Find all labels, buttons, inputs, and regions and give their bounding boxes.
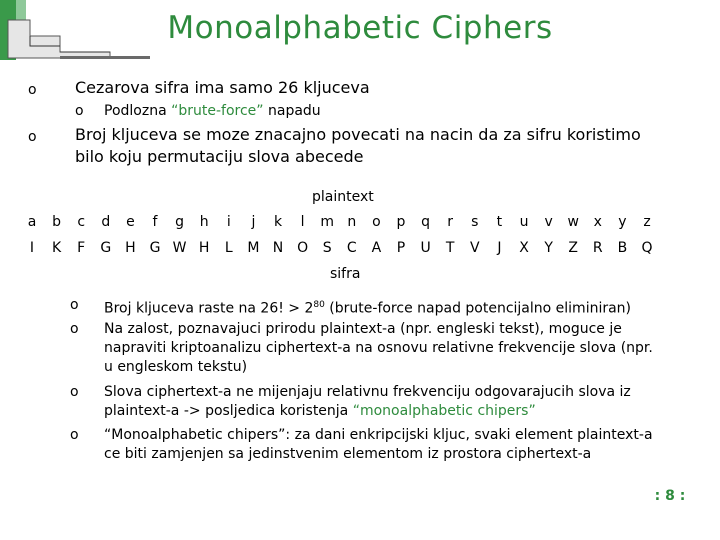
lower-bullet-4-line2: ce biti zamjenjen sa jedinstvenim elementom iz prostora ciphertext-a — [104, 446, 592, 462]
cipher-letter-13: C — [346, 240, 357, 256]
plaintext-letter-18: s — [471, 214, 479, 230]
plaintext-letter-9: j — [251, 214, 256, 230]
cipher-letter-4: H — [125, 240, 136, 256]
lower-bullet-2-line3: u engleskom tekstu) — [104, 359, 248, 375]
page-title: Monoalphabetic Ciphers — [167, 10, 553, 46]
brute-force-highlight: “brute-force” — [171, 103, 264, 119]
cipher-letter-12: S — [322, 240, 332, 256]
cipher-letter-20: X — [519, 240, 529, 256]
plaintext-letter-17: r — [447, 214, 454, 230]
cipher-letter-10: N — [272, 240, 284, 256]
lower-bullet-3-line2-start: plaintext-a -> posljedica koristenja — [104, 403, 353, 419]
bullet-marker: o — [70, 297, 79, 313]
plaintext-letter-11: l — [300, 214, 305, 230]
page-number: : 8 : — [654, 488, 686, 504]
plaintext-letter-25: z — [643, 214, 651, 230]
plaintext-letter-2: c — [77, 214, 86, 230]
ciphertext-row — [0, 238, 720, 258]
bullet-text-line1: Broj kljuceva se moze znacajno povecati na nacin da za sifru koristimo — [75, 125, 641, 144]
plaintext-letter-0: a — [27, 214, 37, 230]
monoalphabetic-highlight: “monoalphabetic chipers” — [352, 403, 536, 419]
lower-bullet-1 — [104, 296, 694, 318]
lower-bullet-3-line2 — [104, 402, 694, 420]
plaintext-letter-24: y — [618, 214, 627, 230]
cipher-letter-18: V — [470, 240, 480, 256]
plaintext-letter-6: g — [175, 214, 185, 230]
plaintext-letter-4: e — [126, 214, 135, 230]
cipher-letter-21: Y — [544, 240, 553, 256]
plaintext-row — [0, 212, 720, 232]
exponent: 80 — [313, 300, 325, 310]
plaintext-letter-5: f — [152, 214, 158, 230]
cipher-letter-25: Q — [641, 240, 653, 256]
sifra-label: sifra — [330, 266, 361, 282]
plaintext-letter-8: i — [226, 214, 231, 230]
plaintext-letter-7: h — [199, 214, 209, 230]
cipher-letter-9: M — [247, 240, 260, 256]
bullet-text-line2: bilo koju permutaciju slova abecede — [75, 147, 364, 166]
plaintext-label: plaintext — [312, 189, 374, 205]
cipher-letter-0: I — [29, 240, 35, 256]
cipher-letter-5: G — [149, 240, 161, 256]
lower-bullet-1-start: Broj kljuceva raste na 26! > 2 — [104, 300, 314, 317]
lower-bullet-4-line1: “Monoalphabetic chipers”: za dani enkripcijski kljuc, svaki element plaintext-a — [104, 427, 653, 443]
bullet-text: Cezarova sifra ima samo 26 kljuceva — [75, 78, 370, 97]
sub-bullet-text — [104, 101, 321, 121]
cipher-letter-16: U — [420, 240, 431, 256]
lower-bullet-3-line1: Slova ciphertext-a ne mijenjaju relativnu frekvenciju odgovarajucih slova iz — [104, 384, 631, 400]
bullet-marker: o — [70, 321, 79, 337]
plaintext-letter-3: d — [101, 214, 111, 230]
cipher-letter-24: B — [617, 240, 628, 256]
sub-bullet-text-end: napadu — [263, 103, 321, 119]
plaintext-letter-23: x — [593, 214, 602, 230]
cipher-letter-3: G — [100, 240, 112, 256]
cipher-letter-15: P — [396, 240, 406, 256]
cipher-letter-1: K — [52, 240, 62, 256]
lower-bullet-1-end: (brute-force napad potencijalno eliminiran) — [324, 300, 632, 317]
bullet-marker: o — [70, 427, 79, 443]
bullet-marker: o — [70, 384, 79, 400]
plaintext-letter-15: p — [396, 214, 406, 230]
plaintext-letter-14: o — [372, 214, 381, 230]
plaintext-letter-1: b — [52, 214, 62, 230]
cipher-letter-8: L — [224, 240, 233, 256]
cipher-letter-7: H — [198, 240, 210, 256]
plaintext-letter-13: n — [347, 214, 357, 230]
bullet-marker: o — [28, 129, 37, 145]
cipher-letter-19: J — [497, 240, 502, 256]
lower-bullet-2-line1: Na zalost, poznavajuci prirodu plaintext-a (npr. engleski tekst), moguce je — [104, 321, 622, 337]
cipher-letter-2: F — [77, 240, 86, 256]
sub-bullet-text-start: Podlozna — [104, 103, 172, 119]
plaintext-letter-19: t — [496, 214, 503, 230]
plaintext-letter-10: k — [273, 214, 283, 230]
sub-bullet-marker: o — [75, 103, 84, 119]
plaintext-letter-20: u — [519, 214, 529, 230]
cipher-letter-6: W — [172, 240, 187, 256]
cipher-letter-23: R — [592, 240, 603, 256]
plaintext-letter-22: w — [567, 214, 579, 230]
cipher-letter-17: T — [445, 240, 455, 256]
plaintext-letter-12: m — [320, 214, 334, 230]
bullet-marker: o — [28, 82, 37, 98]
cipher-letter-11: O — [297, 240, 309, 256]
plaintext-letter-16: q — [421, 214, 431, 230]
cipher-letter-22: Z — [568, 240, 578, 256]
plaintext-letter-21: v — [544, 214, 553, 230]
lower-bullet-2-line2: napraviti kriptoanalizu ciphertext-a na osnovu relativne frekvencije slova (npr. — [104, 340, 653, 356]
cipher-letter-14: A — [371, 240, 382, 256]
